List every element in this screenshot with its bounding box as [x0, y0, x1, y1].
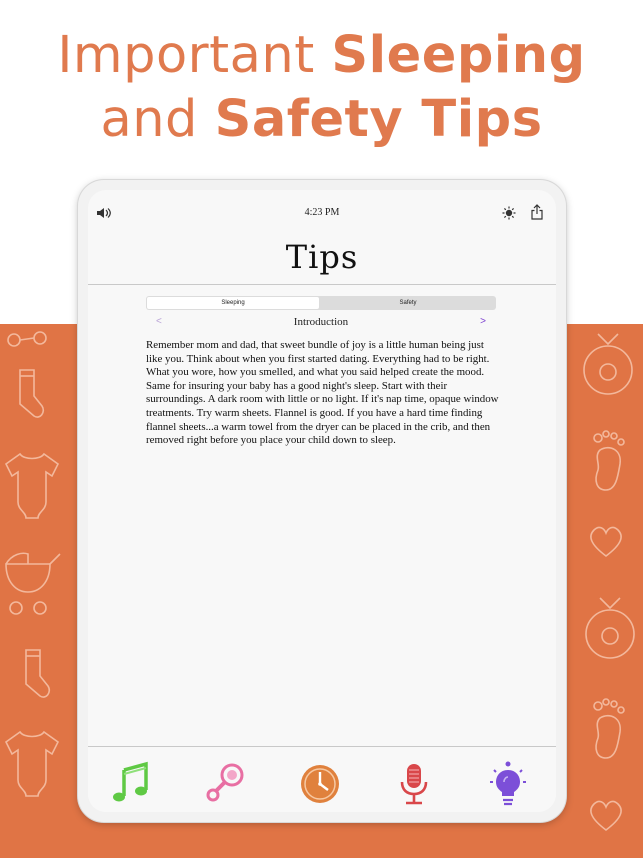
next-button[interactable]: >	[480, 316, 486, 327]
status-time: 4:23 PM	[304, 207, 340, 218]
segment-safety[interactable]: Safety	[399, 300, 417, 306]
footprint-icon	[586, 428, 630, 494]
lightbulb-icon	[484, 760, 532, 808]
brightness-icon[interactable]	[502, 206, 516, 225]
tip-body-text: Remember mom and dad, that sweet bundle of joy is a little human being just like you. Think about when you first started dating. Everything had to be right. What you wore, how you smelled, and what you said helped create the mood. Same for insuring your baby has a good night's sleep. Start with their surroundings. A dark room with little or no light. If it's nap time, opaque window treatments. Try warm sheets. Flannel is good. If you have a hard time finding flannel sheets...a warm towel from the dryer can be placed in the crib, and then removed right before you place your child down to sleep.	[146, 339, 499, 447]
onesie-icon	[2, 450, 62, 522]
onesie-icon	[2, 728, 62, 800]
bib-icon	[578, 330, 640, 400]
stroller-icon	[0, 550, 68, 620]
tab-music[interactable]	[108, 760, 156, 808]
tab-microphone[interactable]	[390, 760, 438, 808]
headline-light: Important	[57, 26, 332, 85]
app-screen	[88, 190, 556, 812]
bib-icon	[580, 594, 642, 664]
previous-button[interactable]: <	[156, 316, 162, 327]
segment-sleeping[interactable]: Sleeping	[147, 297, 319, 309]
tablet-frame	[78, 180, 566, 822]
tab-tips[interactable]	[484, 760, 532, 808]
heart-icon	[586, 798, 626, 834]
section-title: Introduction	[293, 316, 349, 328]
tab-bar	[88, 746, 556, 812]
section-navigation	[146, 316, 496, 332]
divider	[88, 284, 556, 285]
marketing-headline	[0, 24, 643, 152]
footprint-icon	[586, 696, 630, 762]
tab-rattle[interactable]	[201, 760, 249, 808]
status-bar	[88, 190, 556, 234]
headline-bold: Safety Tips	[214, 90, 543, 149]
pacifier-icon	[4, 324, 54, 354]
microphone-icon	[390, 760, 438, 808]
headline-bold: Sleeping	[331, 26, 586, 85]
clock-icon	[296, 760, 344, 808]
rattle-icon	[201, 760, 249, 808]
sock-icon	[8, 366, 48, 426]
sock-icon	[14, 646, 54, 706]
heart-icon	[586, 524, 626, 560]
page-title: Tips	[285, 238, 359, 276]
tab-clock[interactable]	[296, 760, 344, 808]
music-note-icon	[108, 760, 156, 808]
headline-light: and	[100, 90, 215, 149]
share-icon[interactable]	[531, 204, 543, 225]
segmented-control	[146, 296, 496, 310]
